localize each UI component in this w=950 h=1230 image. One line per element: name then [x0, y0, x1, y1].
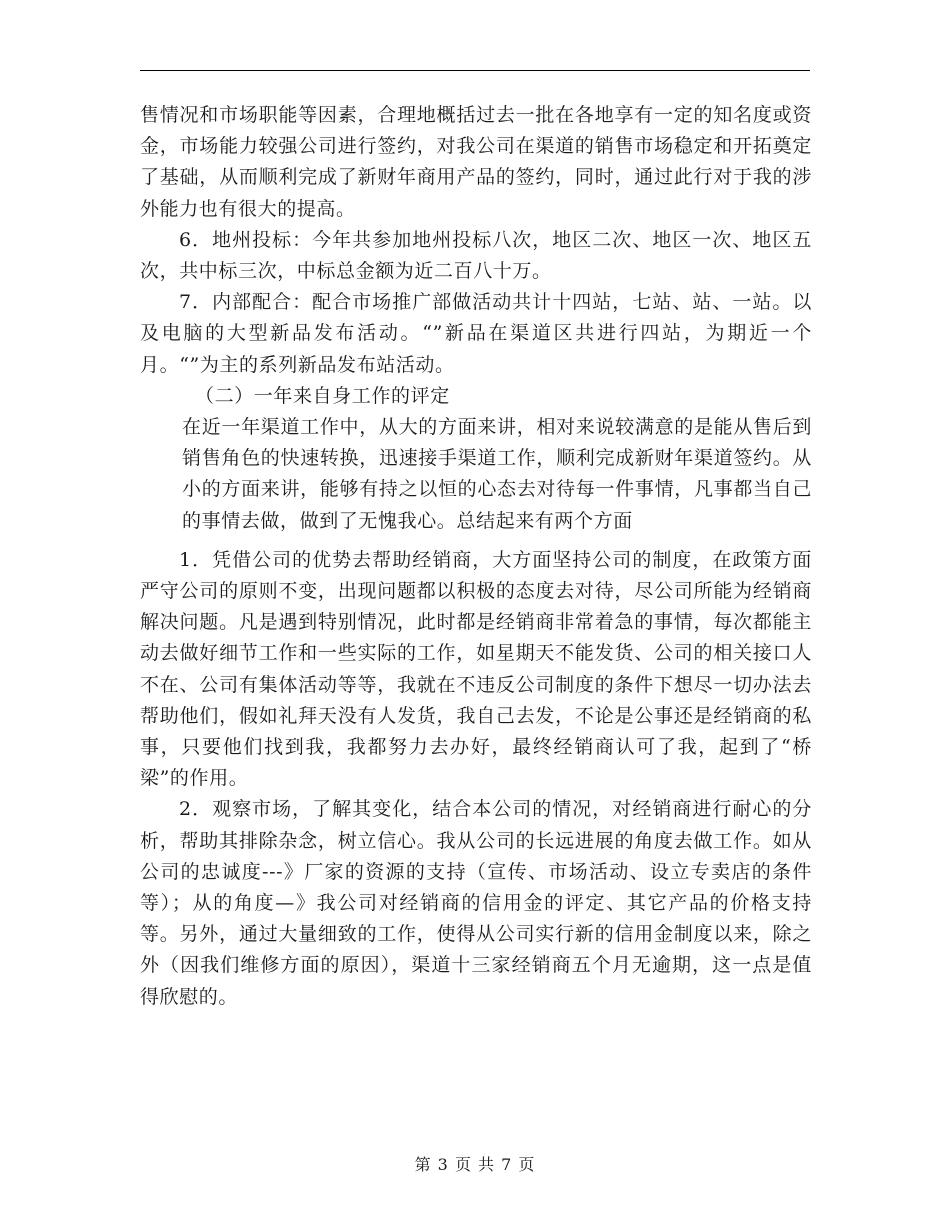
paragraph-self-evaluation: 在近一年渠道工作中，从大的方面来讲，相对来说较满意的是能从售后到销售角色的快速转换，迅速接手渠道工作，顺利完成新财年渠道签约。从小的方面来讲，能够有持之以恒的心态去对待每一件事情，凡事都当自己的事情去做，做到了无愧我心。总结起来有两个方面: [182, 416, 812, 532]
header-rule: [140, 70, 810, 71]
paragraph-continuation: 售情况和市场职能等因素，合理地概括过去一批在各地享有一定的知名度或资金，市场能力较强公司进行签约，对我公司在渠道的销售市场稳定和开拓奠定了基础，从而顺利完成了新财年商用产品的签约，同时，通过此行对于我的涉外能力也有很大的提高。: [140, 104, 812, 220]
document-body: [140, 100, 812, 1013]
page-number-footer: 第 3 页 共 7 页: [414, 1155, 536, 1174]
paragraph-item-7: 7．内部配合：配合市场推广部做活动共计十四站，七站、站、一站。以及电脑的大型新品发布活动。“”新品在渠道区共进行四站，为期近一个月。“”为主的系列新品发布站活动。: [140, 291, 812, 376]
paragraph-point-1: 1．凭借公司的优势去帮助经销商，大方面坚持公司的制度，在政策方面严守公司的原则不变，出现问题都以积极的态度去对待，尽公司所能为经销商解决问题。凡是遇到特别情况，此时都是经销商非常着急的事情，每次都能主动去做好细节工作和一些实际的工作，如星期天不能发货、公司的相关接口人不在、公司有集体活动等等，我就在不违反公司制度的条件下想尽一切办法去帮助他们，假如礼拜天没有人发货，我自己去发，不论是公事还是经销商的私事，只要他们找到我，我都努力去办好，最终经销商认可了我，起到了“桥梁”的作用。: [140, 548, 812, 790]
section-heading: （二）一年来自身工作的评定: [195, 384, 450, 407]
paragraph-item-6: 6．地州投标：今年共参加地州投标八次，地区二次、地区一次、地区五次，共中标三次，中标总金额为近二百八十万。: [140, 228, 812, 283]
paragraph-point-2: 2．观察市场，了解其变化，结合本公司的情况，对经销商进行耐心的分析，帮助其排除杂念，树立信心。我从公司的长远进展的角度去做工作。如从公司的忠诚度---》厂家的资源的支持（宣传、市场活动、设立专卖店的条件等）；从的角度—》我公司对经销商的信用金的评定、其它产品的价格支持等。另外，通过大量细致的工作，使得从公司实行新的信用金制度以来，除之外（因我们维修方面的原因），渠道十三家经销商五个月无逾期，这一点是值得欣慰的。: [140, 798, 812, 1008]
paragraph-gap: [140, 537, 812, 545]
